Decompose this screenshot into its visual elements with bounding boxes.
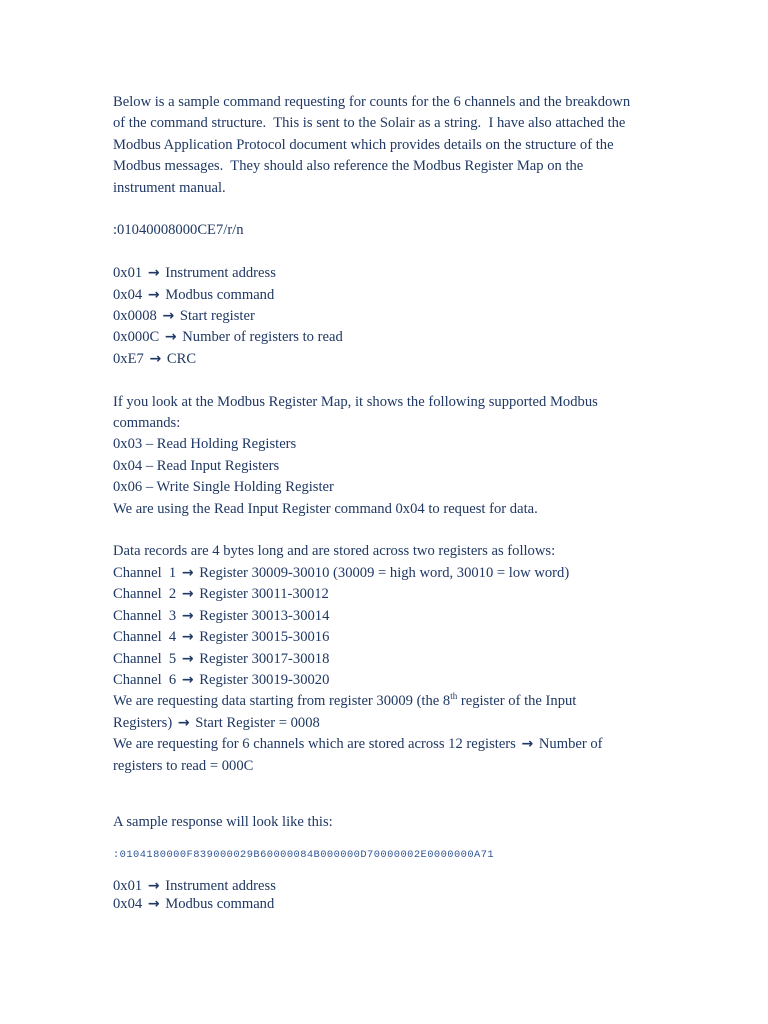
arrow-right-icon: → bbox=[147, 878, 160, 895]
channel-registers: Register 30019-30020 bbox=[199, 671, 330, 688]
data-records-section bbox=[113, 541, 658, 776]
channel-registers: Register 30015-30016 bbox=[199, 629, 330, 646]
start-note-text: Start Register = 0008 bbox=[195, 714, 320, 731]
intro-paragraph bbox=[113, 92, 658, 199]
response-intro: A sample response will look like this: bbox=[113, 813, 333, 830]
arrow-right-icon: → bbox=[147, 896, 160, 913]
supported-command: 0x03 – Read Holding Registers bbox=[113, 436, 297, 453]
channel-registers: Register 30013-30014 bbox=[199, 607, 330, 624]
document-body bbox=[113, 92, 658, 913]
start-note-text: Registers) bbox=[113, 714, 173, 731]
response-breakdown bbox=[113, 877, 658, 913]
start-register-note bbox=[113, 713, 658, 734]
count-note-text: We are requesting for 6 channels which are stored across 12 registers bbox=[113, 736, 516, 753]
register-count-note: registers to read = 000C bbox=[113, 757, 254, 774]
field-code: 0x04 bbox=[113, 286, 143, 303]
start-note-text: register of the Input bbox=[457, 693, 577, 710]
breakdown-row bbox=[113, 877, 658, 895]
register-map-intro: If you look at the Modbus Register Map, it shows the following supported Modbus bbox=[113, 393, 598, 410]
channel-label: Channel 5 bbox=[113, 650, 177, 667]
channel-label: Channel 6 bbox=[113, 671, 177, 688]
start-note-text: We are requesting data starting from register 30009 (the 8 bbox=[113, 693, 451, 710]
command-breakdown bbox=[113, 263, 658, 370]
arrow-right-icon: → bbox=[162, 308, 175, 325]
channel-row bbox=[113, 606, 658, 627]
arrow-right-icon: → bbox=[181, 564, 194, 581]
field-description: Instrument address bbox=[165, 265, 276, 282]
channel-row bbox=[113, 563, 658, 584]
channel-row bbox=[113, 649, 658, 670]
intro-line: instrument manual. bbox=[113, 179, 226, 196]
command-string: :01040008000CE7/r/n bbox=[113, 222, 244, 239]
count-note-text: Number of bbox=[538, 736, 603, 753]
field-code: 0x0008 bbox=[113, 308, 157, 325]
field-code: 0xE7 bbox=[113, 350, 144, 367]
channel-row bbox=[113, 627, 658, 648]
breakdown-row bbox=[113, 895, 658, 913]
breakdown-row bbox=[113, 285, 658, 306]
arrow-right-icon: → bbox=[181, 671, 194, 688]
intro-line: Below is a sample command requesting for counts for the 6 channels and the breakdown bbox=[113, 94, 631, 110]
sample-response: :0104180000F839000029B60000084B000000D70000002E0000000A71 bbox=[113, 849, 495, 862]
command-note: We are using the Read Input Register command 0x04 to request for data. bbox=[113, 500, 538, 517]
channel-row bbox=[113, 670, 658, 691]
breakdown-row bbox=[113, 327, 658, 348]
breakdown-row bbox=[113, 263, 658, 284]
register-map-section bbox=[113, 392, 658, 520]
field-code: 0x01 bbox=[113, 265, 143, 282]
arrow-right-icon: → bbox=[147, 286, 160, 303]
channel-label: Channel 2 bbox=[113, 586, 177, 603]
data-records-intro: Data records are 4 bytes long and are stored across two registers as follows: bbox=[113, 543, 556, 560]
arrow-right-icon: → bbox=[521, 736, 534, 753]
arrow-right-icon: → bbox=[177, 714, 190, 731]
arrow-right-icon: → bbox=[149, 350, 162, 367]
field-description: Modbus command bbox=[165, 896, 275, 913]
channel-row bbox=[113, 584, 658, 605]
start-register-note bbox=[113, 691, 658, 712]
field-code: 0x04 bbox=[113, 896, 143, 913]
ordinal-suffix: th bbox=[450, 691, 458, 702]
field-description: Number of registers to read bbox=[182, 329, 343, 346]
arrow-right-icon: → bbox=[181, 629, 194, 646]
arrow-right-icon: → bbox=[181, 650, 194, 667]
channel-label: Channel 1 bbox=[113, 564, 177, 581]
channel-label: Channel 3 bbox=[113, 607, 177, 624]
supported-command: 0x04 – Read Input Registers bbox=[113, 457, 280, 474]
channel-registers: Register 30017-30018 bbox=[199, 650, 330, 667]
field-code: 0x000C bbox=[113, 329, 160, 346]
field-code: 0x01 bbox=[113, 878, 143, 895]
arrow-right-icon: → bbox=[181, 586, 194, 603]
intro-line: Modbus messages. They should also reference the Modbus Register Map on the bbox=[113, 158, 584, 175]
field-description: CRC bbox=[166, 350, 197, 367]
arrow-right-icon: → bbox=[164, 329, 177, 346]
intro-line: of the command structure. This is sent to the Solair as a string. I have also attached the bbox=[113, 115, 626, 132]
channel-label: Channel 4 bbox=[113, 629, 177, 646]
field-description: Modbus command bbox=[165, 286, 275, 303]
field-description: Instrument address bbox=[165, 878, 276, 895]
intro-line: Modbus Application Protocol document which provides details on the structure of the bbox=[113, 136, 614, 153]
supported-command: 0x06 – Write Single Holding Register bbox=[113, 479, 334, 496]
register-map-intro: commands: bbox=[113, 415, 181, 432]
channel-registers: Register 30009-30010 (30009 = high word, 30010 = low word) bbox=[199, 564, 570, 581]
channel-registers: Register 30011-30012 bbox=[199, 586, 329, 603]
breakdown-row bbox=[113, 349, 658, 370]
register-count-note bbox=[113, 734, 658, 755]
arrow-right-icon: → bbox=[147, 265, 160, 282]
arrow-right-icon: → bbox=[181, 607, 194, 624]
breakdown-row bbox=[113, 306, 658, 327]
field-description: Start register bbox=[179, 308, 255, 325]
